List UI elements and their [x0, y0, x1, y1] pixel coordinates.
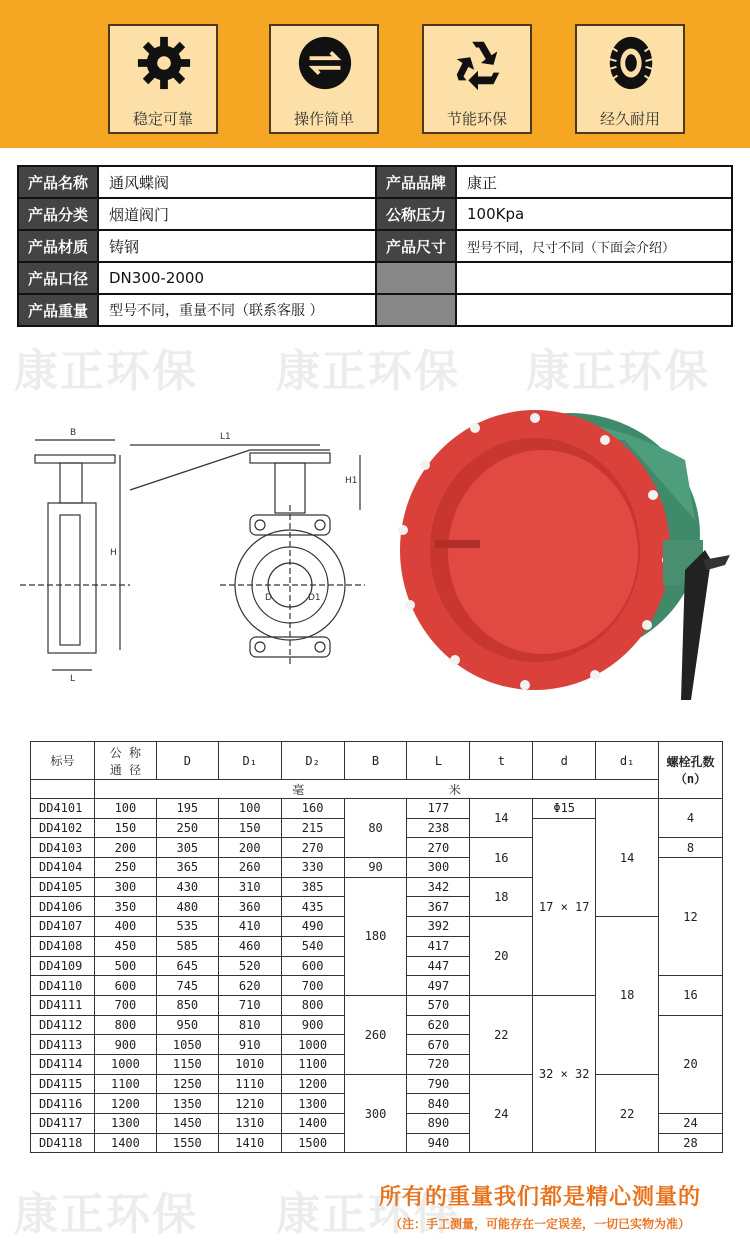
cell-D1: 620	[218, 976, 281, 996]
swap-arrows-icon	[296, 34, 354, 92]
cell-t: 22	[470, 995, 533, 1074]
cell-dn: 700	[94, 995, 156, 1015]
spec-value: 100Kpa	[456, 198, 732, 230]
cell-D1: 710	[218, 995, 281, 1015]
cell-d: Φ15	[533, 799, 596, 819]
cell-L: 890	[407, 1114, 470, 1134]
cell-D2: 490	[281, 917, 344, 937]
cell-dn: 100	[94, 799, 156, 819]
cell-B: 300	[344, 1074, 407, 1153]
col-header: D	[156, 742, 218, 780]
cell-D2: 270	[281, 838, 344, 858]
cell-D1: 260	[218, 858, 281, 878]
cell-code: DD4115	[31, 1074, 95, 1094]
cell-D2: 900	[281, 1015, 344, 1035]
cell-D: 1450	[156, 1114, 218, 1134]
cell-D1: 360	[218, 897, 281, 917]
col-header: D₁	[218, 742, 281, 780]
cell-t: 14	[470, 799, 533, 838]
dimension-table	[30, 741, 723, 1153]
cell-D1: 1010	[218, 1054, 281, 1074]
cell-code: DD4114	[31, 1054, 95, 1074]
cell-code: DD4106	[31, 897, 95, 917]
spec-row	[18, 166, 732, 198]
cell-D1: 410	[218, 917, 281, 937]
spec-key: 产品尺寸	[376, 230, 456, 262]
cell-L: 238	[407, 818, 470, 838]
valve-product-photo	[385, 400, 735, 700]
feature-card-durable	[575, 24, 685, 134]
cell-code: DD4102	[31, 818, 95, 838]
cell-t: 18	[470, 877, 533, 916]
cell-D: 195	[156, 799, 218, 819]
cell-n: 12	[659, 858, 723, 976]
col-header: 公 称 通 径	[94, 742, 156, 780]
spec-table	[17, 165, 733, 327]
cell-D2: 800	[281, 995, 344, 1015]
cell-dn: 900	[94, 1035, 156, 1055]
cell-code: DD4105	[31, 877, 95, 897]
feature-label: 经久耐用	[599, 110, 660, 128]
watermark: 康正环保	[14, 1189, 198, 1240]
cell-d: 17 × 17	[533, 818, 596, 995]
spec-key: 公称压力	[376, 198, 456, 230]
spec-row	[18, 198, 732, 230]
cell-D1: 460	[218, 936, 281, 956]
cell-n: 24	[659, 1114, 723, 1134]
cell-L: 177	[407, 799, 470, 819]
spec-key: 产品口径	[18, 262, 98, 294]
cell-D2: 435	[281, 897, 344, 917]
cell-D1: 100	[218, 799, 281, 819]
spec-value: 通风蝶阀	[98, 166, 376, 198]
cell-D2: 215	[281, 818, 344, 838]
cell-n: 16	[659, 976, 723, 1015]
spec-row	[18, 230, 732, 262]
cell-D: 1250	[156, 1074, 218, 1094]
gear-icon	[135, 34, 193, 92]
spec-value: DN300-2000	[98, 262, 376, 294]
cell-L: 342	[407, 877, 470, 897]
cell-dn: 1300	[94, 1114, 156, 1134]
cell-D2: 1100	[281, 1054, 344, 1074]
cell-D1: 1110	[218, 1074, 281, 1094]
feature-card-eco	[422, 24, 532, 134]
spec-empty	[456, 262, 732, 294]
cell-D2: 385	[281, 877, 344, 897]
col-header: t	[470, 742, 533, 780]
cell-L: 447	[407, 956, 470, 976]
cell-D: 250	[156, 818, 218, 838]
cell-d1: 18	[596, 917, 659, 1075]
cell-D: 1350	[156, 1094, 218, 1114]
cell-D1: 200	[218, 838, 281, 858]
watermark: 康正环保	[14, 346, 198, 397]
col-header: B	[344, 742, 407, 780]
cell-D1: 1310	[218, 1114, 281, 1134]
dim-label-B: B	[70, 428, 77, 438]
cell-B: 80	[344, 799, 407, 858]
cell-D2: 330	[281, 858, 344, 878]
weight-note	[340, 1180, 740, 1232]
cell-dn: 450	[94, 936, 156, 956]
cell-dn: 150	[94, 818, 156, 838]
cell-D1: 910	[218, 1035, 281, 1055]
recycle-icon	[449, 34, 507, 92]
col-header: 螺栓孔数 （n）	[659, 742, 723, 799]
weight-note-subtitle: （注：手工测量，可能存在一定误差，一切已实物为准）	[389, 1217, 690, 1231]
cell-D1: 1410	[218, 1133, 281, 1153]
cell-L: 417	[407, 936, 470, 956]
cell-code: DD4111	[31, 995, 95, 1015]
table-row	[31, 1074, 723, 1094]
cell-code: DD4103	[31, 838, 95, 858]
cell-dn: 1200	[94, 1094, 156, 1114]
col-header: D₂	[281, 742, 344, 780]
spec-key: 产品重量	[18, 294, 98, 326]
cell-n: 8	[659, 838, 723, 858]
cell-n: 28	[659, 1133, 723, 1153]
spec-row	[18, 262, 732, 294]
cell-code: DD4113	[31, 1035, 95, 1055]
valve-technical-drawing	[20, 415, 380, 685]
cell-L: 790	[407, 1074, 470, 1094]
cell-L: 720	[407, 1054, 470, 1074]
cell-t: 16	[470, 838, 533, 877]
cell-code: DD4101	[31, 799, 95, 819]
cell-B: 180	[344, 877, 407, 995]
cell-dn: 800	[94, 1015, 156, 1035]
cell-D2: 1500	[281, 1133, 344, 1153]
spec-value: 型号不同，重量不同（联系客服 ）	[98, 294, 376, 326]
cell-D: 305	[156, 838, 218, 858]
spec-key: 产品材质	[18, 230, 98, 262]
dim-label-D1: D1	[308, 593, 321, 603]
cell-dn: 300	[94, 877, 156, 897]
unit-empty	[31, 780, 95, 799]
cell-dn: 1100	[94, 1074, 156, 1094]
table-row	[31, 799, 723, 819]
feature-label: 操作简单	[293, 110, 354, 128]
cell-D2: 540	[281, 936, 344, 956]
table-header-row	[31, 742, 723, 780]
cell-L: 300	[407, 858, 470, 878]
dim-label-L: L	[70, 674, 76, 684]
cell-L: 670	[407, 1035, 470, 1055]
cell-dn: 1400	[94, 1133, 156, 1153]
cell-L: 840	[407, 1094, 470, 1114]
cell-D: 1550	[156, 1133, 218, 1153]
col-header: d	[533, 742, 596, 780]
cell-D: 430	[156, 877, 218, 897]
cell-L: 270	[407, 838, 470, 858]
feature-card-reliable	[108, 24, 218, 134]
cell-dn: 1000	[94, 1054, 156, 1074]
cell-D2: 1000	[281, 1035, 344, 1055]
cell-D1: 520	[218, 956, 281, 976]
spec-value: 型号不同，尺寸不同（下面会介绍）	[456, 230, 732, 262]
col-header: L	[407, 742, 470, 780]
dim-label-H1: H1	[345, 476, 358, 486]
watermark: 康正环保	[276, 1189, 460, 1240]
cell-D1: 310	[218, 877, 281, 897]
cell-code: DD4104	[31, 858, 95, 878]
unit-label	[94, 780, 658, 799]
col-header: 标号	[31, 742, 95, 780]
cell-L: 367	[407, 897, 470, 917]
spec-value: 烟道阀门	[98, 198, 376, 230]
cell-D: 535	[156, 917, 218, 937]
spec-value: 铸钢	[98, 230, 376, 262]
unit-mm-1: 毫	[292, 782, 305, 797]
cell-D2: 600	[281, 956, 344, 976]
spec-row	[18, 294, 732, 326]
cell-L: 570	[407, 995, 470, 1015]
spec-empty	[376, 262, 456, 294]
cell-code: DD4117	[31, 1114, 95, 1134]
cell-D: 1050	[156, 1035, 218, 1055]
spec-value: 康正	[456, 166, 732, 198]
cell-D: 365	[156, 858, 218, 878]
cell-D1: 150	[218, 818, 281, 838]
cell-d1: 14	[596, 799, 659, 917]
cell-d1: 22	[596, 1074, 659, 1153]
cell-t: 24	[470, 1074, 533, 1153]
dim-label-H: H	[110, 548, 117, 558]
cell-code: DD4116	[31, 1094, 95, 1114]
cell-D: 850	[156, 995, 218, 1015]
weight-note-title: 所有的重量我们都是精心测量的	[378, 1185, 701, 1210]
cell-dn: 200	[94, 838, 156, 858]
cell-n: 4	[659, 799, 723, 838]
cell-B: 260	[344, 995, 407, 1074]
cell-D1: 810	[218, 1015, 281, 1035]
spec-empty	[376, 294, 456, 326]
feature-card-easy	[269, 24, 379, 134]
cell-dn: 350	[94, 897, 156, 917]
cell-dn: 400	[94, 917, 156, 937]
cell-L: 392	[407, 917, 470, 937]
dim-label-D: D	[265, 593, 272, 603]
feature-label: 节能环保	[446, 110, 507, 128]
cell-code: DD4110	[31, 976, 95, 996]
cell-dn: 600	[94, 976, 156, 996]
spec-key: 产品品牌	[376, 166, 456, 198]
cell-code: DD4108	[31, 936, 95, 956]
cell-code: DD4109	[31, 956, 95, 976]
cell-code: DD4112	[31, 1015, 95, 1035]
cell-D: 1150	[156, 1054, 218, 1074]
cell-D2: 1200	[281, 1074, 344, 1094]
spec-key: 产品分类	[18, 198, 98, 230]
cell-D2: 160	[281, 799, 344, 819]
cell-n: 20	[659, 1015, 723, 1113]
cell-D: 480	[156, 897, 218, 917]
cell-L: 940	[407, 1133, 470, 1153]
tire-icon	[602, 34, 660, 92]
cell-D1: 1210	[218, 1094, 281, 1114]
cell-d: 32 × 32	[533, 995, 596, 1153]
cell-D2: 1400	[281, 1114, 344, 1134]
watermark: 康正环保	[526, 346, 710, 397]
cell-L: 620	[407, 1015, 470, 1035]
cell-D2: 700	[281, 976, 344, 996]
watermark: 康正环保	[276, 346, 460, 397]
unit-row	[31, 780, 723, 799]
cell-D: 585	[156, 936, 218, 956]
dimension-table-body	[31, 799, 723, 1153]
spec-empty	[456, 294, 732, 326]
col-header: d₁	[596, 742, 659, 780]
cell-t: 20	[470, 917, 533, 996]
cell-dn: 500	[94, 956, 156, 976]
feature-label: 稳定可靠	[132, 110, 193, 128]
spec-key: 产品名称	[18, 166, 98, 198]
cell-code: DD4118	[31, 1133, 95, 1153]
cell-code: DD4107	[31, 917, 95, 937]
cell-D: 645	[156, 956, 218, 976]
cell-D2: 1300	[281, 1094, 344, 1114]
unit-mm-2: 米	[448, 782, 461, 797]
cell-D: 950	[156, 1015, 218, 1035]
cell-D: 745	[156, 976, 218, 996]
cell-L: 497	[407, 976, 470, 996]
cell-B: 90	[344, 858, 407, 878]
cell-dn: 250	[94, 858, 156, 878]
dim-label-L1: L1	[220, 432, 231, 442]
feature-banner	[0, 0, 750, 148]
